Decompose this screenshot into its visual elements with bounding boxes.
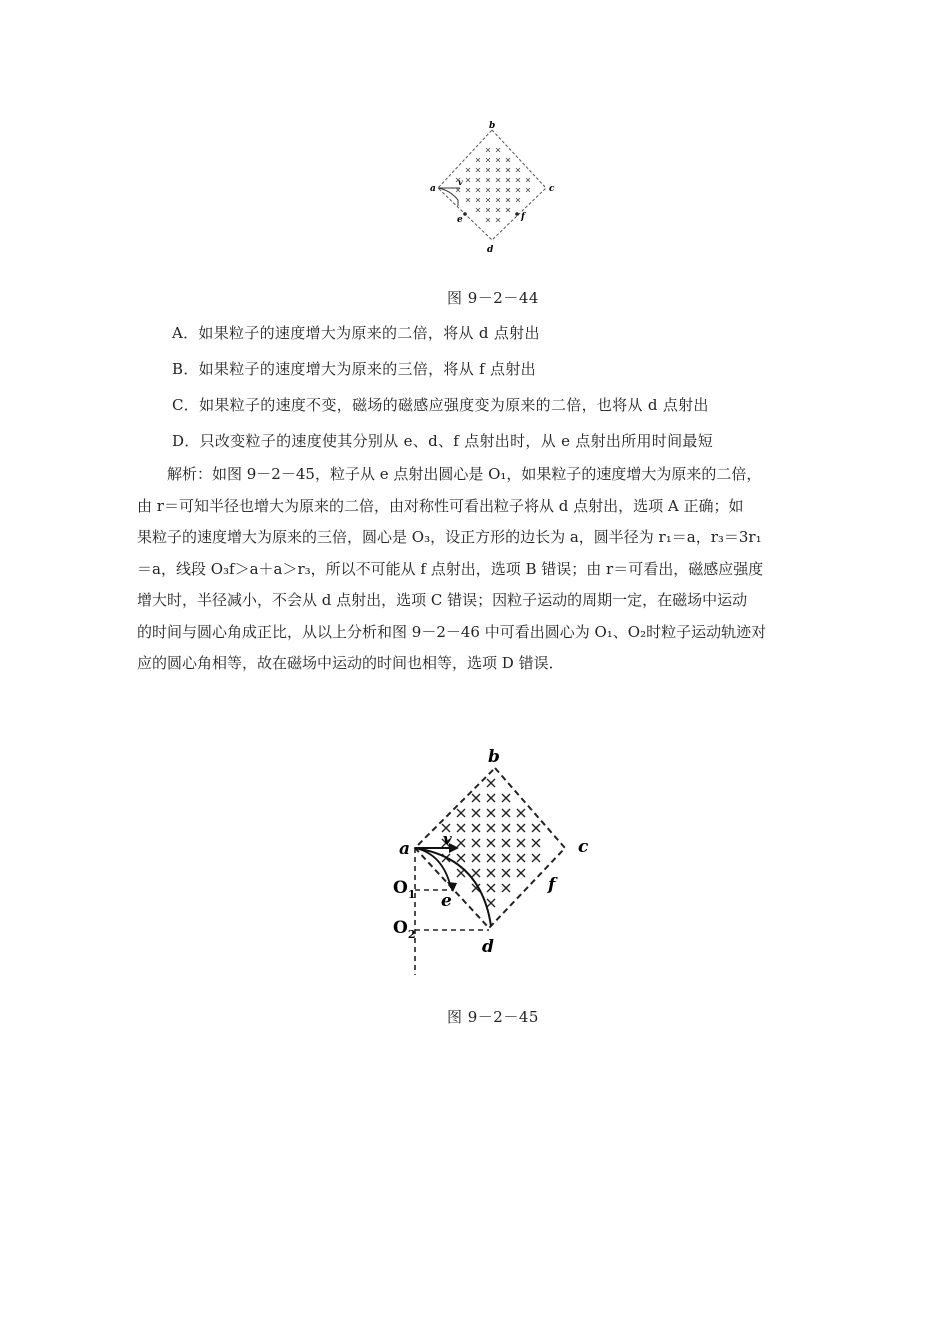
field-cross-mark — [496, 218, 500, 222]
field-cross-mark — [476, 178, 480, 182]
field-cross-mark — [472, 869, 480, 877]
figure-9-2-45 — [385, 740, 600, 980]
fig1-label-e: e — [457, 215, 463, 225]
field-cross-mark — [502, 794, 510, 802]
field-cross-mark — [487, 839, 495, 847]
field-cross-mark — [476, 168, 480, 172]
field-cross-mark — [517, 839, 525, 847]
analysis-line-4: ＝a，线段 O₃f＞a＋a＞r₃，所以不可能从 f 点射出，选项 B 错误；由 r＝可看出，磁感应强度 — [137, 559, 764, 578]
field-cross-mark — [517, 869, 525, 877]
field-cross-mark — [502, 854, 510, 862]
option-c: C．如果粒子的速度不变，磁场的磁感应强度变为原来的二倍，也将从 d 点射出 — [172, 396, 709, 414]
analysis-line-7: 应的圆心角相等，故在磁场中运动的时间也相等，选项 D 错误． — [137, 654, 564, 672]
option-a: A．如果粒子的速度增大为原来的二倍，将从 d 点射出 — [172, 324, 540, 342]
analysis-line-6: 的时间与圆心角成正比，从以上分析和图 9－2－46 中可看出圆心为 O₁、O₂时粒子运动轨迹对 — [137, 622, 767, 641]
field-cross-mark — [486, 158, 490, 162]
field-cross-mark — [517, 854, 525, 862]
field-cross-mark — [487, 794, 495, 802]
field-cross-mark — [486, 208, 490, 212]
field-cross-mark — [466, 198, 470, 202]
field-cross-mark — [487, 824, 495, 832]
field-cross-mark — [516, 178, 520, 182]
field-cross-mark — [496, 188, 500, 192]
field-cross-mark — [506, 158, 510, 162]
field-cross-mark — [496, 148, 500, 152]
field-cross-mark — [457, 839, 465, 847]
field-cross-mark — [466, 168, 470, 172]
field-cross-mark — [526, 188, 530, 192]
field-cross-mark — [487, 869, 495, 877]
field-cross-mark — [516, 198, 520, 202]
field-cross-mark — [496, 178, 500, 182]
option-d: D．只改变粒子的速度使其分别从 e、d、f 点射出时，从 e 点射出所用时间最短 — [172, 432, 714, 450]
field-cross-mark — [486, 178, 490, 182]
field-cross-mark — [506, 168, 510, 172]
field-cross-mark — [457, 854, 465, 862]
field-cross-mark — [496, 208, 500, 212]
field-cross-mark — [487, 854, 495, 862]
field-cross-mark — [457, 809, 465, 817]
figure2-caption: 图 9－2－45 — [447, 1008, 539, 1026]
field-cross-mark — [486, 188, 490, 192]
fig1-label-v: v — [458, 177, 463, 187]
fig1-label-b: b — [489, 121, 496, 131]
field-cross-mark — [472, 794, 480, 802]
field-cross-mark — [487, 884, 495, 892]
analysis-line-2: 由 r＝可知半径也增大为原来的二倍，由对称性可看出粒子将从 d 点射出，选项 A 正确；如 — [137, 496, 744, 515]
fig2-label-a: a — [399, 839, 411, 859]
analysis-paragraph — [137, 459, 817, 680]
field-cross-mark — [496, 198, 500, 202]
fig2-label-o2: $O_2$ — [393, 918, 416, 941]
field-cross-mark — [472, 854, 480, 862]
field-cross-mark — [502, 839, 510, 847]
field-cross-mark — [476, 198, 480, 202]
fig1-label-f: f — [521, 212, 525, 222]
field-cross-mark — [472, 824, 480, 832]
fig1-label-c: c — [549, 184, 555, 194]
analysis-line-5: 增大时，半径减小，不会从 d 点射出，选项 C 错误；因粒子运动的周期一定，在磁场中运动 — [137, 591, 748, 609]
field-cross-mark — [502, 869, 510, 877]
fig2-label-v: v — [443, 830, 452, 848]
field-cross-mark — [532, 824, 540, 832]
fig2-label-d: d — [482, 937, 494, 957]
option-b: B．如果粒子的速度增大为原来的三倍，将从 f 点射出 — [172, 360, 536, 378]
field-cross-mark — [472, 839, 480, 847]
field-cross-mark — [457, 824, 465, 832]
field-cross-mark — [476, 158, 480, 162]
fig2-label-e: e — [441, 891, 452, 911]
field-cross-mark — [487, 779, 495, 787]
field-cross-mark — [486, 168, 490, 172]
field-cross-mark — [487, 899, 495, 907]
field-cross-mark — [496, 168, 500, 172]
fig2-label-c: c — [578, 837, 589, 857]
fig1-label-a: a — [430, 184, 436, 194]
field-cross-mark — [506, 178, 510, 182]
field-cross-mark — [517, 824, 525, 832]
field-cross-mark — [472, 809, 480, 817]
field-cross-mark — [517, 809, 525, 817]
fig1-label-d: d — [487, 245, 494, 255]
field-cross-mark — [476, 208, 480, 212]
field-cross-mark — [526, 178, 530, 182]
field-cross-mark — [487, 809, 495, 817]
field-cross-mark — [506, 188, 510, 192]
field-cross-mark — [486, 148, 490, 152]
field-cross-mark — [532, 854, 540, 862]
figure1-caption: 图 9－2－44 — [447, 289, 539, 307]
fig2-label-b: b — [488, 747, 500, 767]
field-cross-mark — [496, 158, 500, 162]
field-cross-mark — [516, 168, 520, 172]
field-cross-mark — [466, 178, 470, 182]
field-cross-mark — [532, 839, 540, 847]
field-cross-mark — [516, 188, 520, 192]
field-cross-mark — [486, 198, 490, 202]
figure-9-2-44 — [420, 118, 560, 258]
field-cross-mark — [476, 188, 480, 192]
field-cross-mark — [466, 188, 470, 192]
fig2-label-f: f — [548, 875, 556, 895]
field-cross-mark — [506, 198, 510, 202]
field-cross-mark — [456, 188, 460, 192]
field-cross-mark — [502, 884, 510, 892]
fig2-label-o1: $O_1$ — [393, 878, 416, 901]
field-cross-mark — [502, 809, 510, 817]
analysis-line-3: 果粒子的速度增大为原来的三倍，圆心是 O₃，设正方形的边长为 a，圆半径为 r₁＝a，r₃＝3r₁ — [137, 528, 762, 546]
field-cross-mark — [486, 218, 490, 222]
field-cross-mark — [506, 208, 510, 212]
field-cross-mark — [502, 824, 510, 832]
analysis-line-1: 解析：如图 9－2－45，粒子从 e 点射出圆心是 O₁，如果粒子的速度增大为原来的二倍， — [167, 465, 762, 483]
